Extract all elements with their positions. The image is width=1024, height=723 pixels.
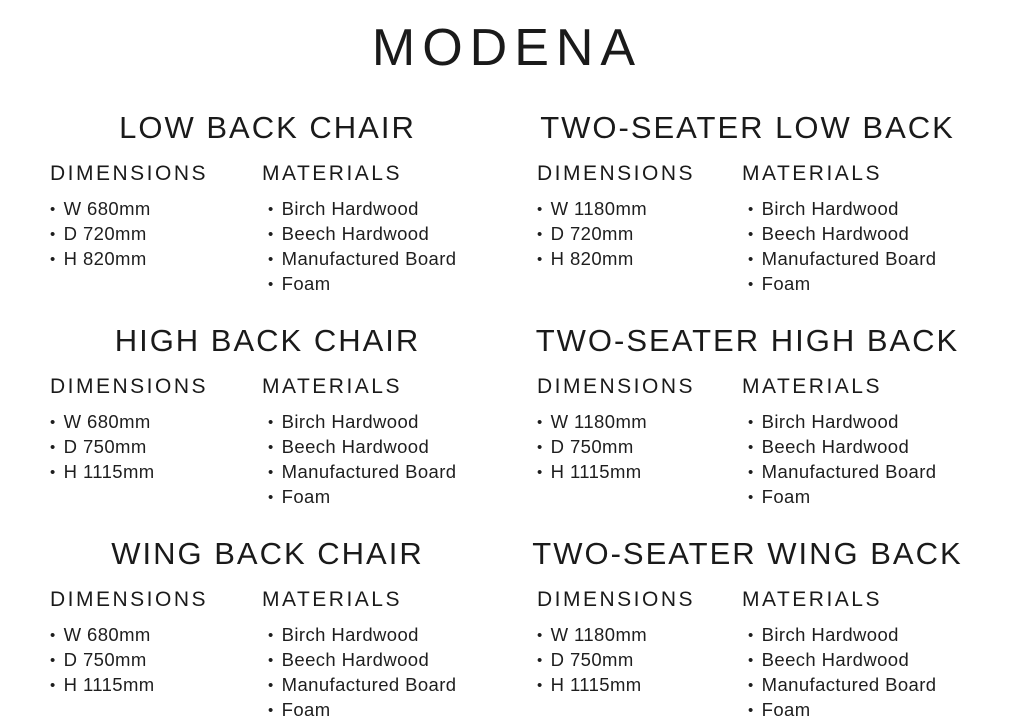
dimensions-heading: DIMENSIONS	[50, 588, 209, 611]
dimension-item: • D 720mm	[50, 222, 262, 247]
material-item: • Birch Hardwood	[748, 197, 990, 222]
section-columns	[505, 588, 990, 723]
dimension-item: • W 680mm	[50, 410, 262, 435]
dimensions-list	[537, 197, 742, 272]
dimensions-heading: DIMENSIONS	[537, 588, 696, 611]
material-item: • Manufactured Board	[268, 247, 495, 272]
product-name: HIGH BACK CHAIR	[114, 323, 421, 358]
dimension-item: • D 720mm	[537, 222, 742, 247]
materials-column	[262, 375, 495, 510]
product-grid	[40, 110, 994, 723]
dimensions-column	[537, 162, 742, 297]
section-two-seater-wing-back	[505, 536, 990, 723]
section-columns	[505, 375, 990, 510]
product-name: TWO-SEATER WING BACK	[532, 536, 963, 571]
materials-heading: MATERIALS	[742, 162, 882, 185]
dimension-item: • H 1115mm	[50, 673, 262, 698]
material-item: • Manufactured Board	[748, 460, 990, 485]
dimensions-column	[537, 588, 742, 723]
section-columns	[40, 588, 495, 723]
dimensions-heading: DIMENSIONS	[50, 162, 209, 185]
materials-list	[742, 197, 990, 297]
dimension-item: • W 1180mm	[537, 197, 742, 222]
dimension-item: • D 750mm	[537, 435, 742, 460]
material-item: • Beech Hardwood	[268, 648, 495, 673]
materials-column	[742, 588, 990, 723]
material-item: • Beech Hardwood	[748, 435, 990, 460]
dimensions-column	[50, 588, 262, 723]
material-item: • Manufactured Board	[268, 673, 495, 698]
material-item: • Beech Hardwood	[748, 648, 990, 673]
materials-heading: MATERIALS	[262, 162, 402, 185]
section-two-seater-low-back	[505, 110, 990, 297]
product-name: TWO-SEATER LOW BACK	[540, 110, 955, 145]
material-item: • Birch Hardwood	[748, 623, 990, 648]
material-item: • Birch Hardwood	[268, 197, 495, 222]
materials-list	[262, 197, 495, 297]
dimensions-list	[537, 623, 742, 698]
material-item: • Birch Hardwood	[748, 410, 990, 435]
materials-column	[262, 588, 495, 723]
materials-heading: MATERIALS	[742, 588, 882, 611]
dimension-item: • H 1115mm	[50, 460, 262, 485]
dimension-item: • H 820mm	[537, 247, 742, 272]
materials-column	[262, 162, 495, 297]
section-two-seater-high-back	[505, 323, 990, 510]
dimension-item: • W 1180mm	[537, 623, 742, 648]
material-item: • Foam	[268, 272, 495, 297]
dimensions-list	[50, 410, 262, 485]
dimensions-heading: DIMENSIONS	[537, 162, 696, 185]
materials-list	[742, 623, 990, 723]
materials-list	[742, 410, 990, 510]
dimensions-list	[50, 197, 262, 272]
dimension-item: • H 820mm	[50, 247, 262, 272]
dimension-item: • W 1180mm	[537, 410, 742, 435]
material-item: • Beech Hardwood	[268, 435, 495, 460]
section-columns	[505, 162, 990, 297]
dimensions-heading: DIMENSIONS	[537, 375, 696, 398]
materials-list	[262, 410, 495, 510]
dimensions-heading: DIMENSIONS	[50, 375, 209, 398]
material-item: • Foam	[268, 485, 495, 510]
dimensions-list	[50, 623, 262, 698]
material-item: • Manufactured Board	[748, 673, 990, 698]
materials-column	[742, 162, 990, 297]
material-item: • Foam	[748, 485, 990, 510]
materials-heading: MATERIALS	[262, 375, 402, 398]
product-name: WING BACK CHAIR	[111, 536, 424, 571]
dimensions-column	[537, 375, 742, 510]
dimension-item: • D 750mm	[50, 648, 262, 673]
material-item: • Foam	[748, 698, 990, 723]
section-wing-back-chair	[40, 536, 495, 723]
material-item: • Beech Hardwood	[748, 222, 990, 247]
material-item: • Manufactured Board	[268, 460, 495, 485]
material-item: • Foam	[748, 272, 990, 297]
material-item: • Manufactured Board	[748, 247, 990, 272]
material-item: • Foam	[268, 698, 495, 723]
dimension-item: • H 1115mm	[537, 460, 742, 485]
dimensions-column	[50, 162, 262, 297]
material-item: • Birch Hardwood	[268, 410, 495, 435]
dimension-item: • H 1115mm	[537, 673, 742, 698]
dimension-item: • D 750mm	[50, 435, 262, 460]
material-item: • Beech Hardwood	[268, 222, 495, 247]
material-item: • Birch Hardwood	[268, 623, 495, 648]
dimension-item: • D 750mm	[537, 648, 742, 673]
dimensions-column	[50, 375, 262, 510]
dimension-item: • W 680mm	[50, 623, 262, 648]
product-name: TWO-SEATER HIGH BACK	[535, 323, 960, 358]
section-columns	[40, 375, 495, 510]
page-title: MODENA	[371, 19, 643, 77]
materials-column	[742, 375, 990, 510]
materials-heading: MATERIALS	[742, 375, 882, 398]
section-high-back-chair	[40, 323, 495, 510]
dimension-item: • W 680mm	[50, 197, 262, 222]
product-name: LOW BACK CHAIR	[119, 110, 416, 145]
dimensions-list	[537, 410, 742, 485]
section-low-back-chair	[40, 110, 495, 297]
materials-heading: MATERIALS	[262, 588, 402, 611]
materials-list	[262, 623, 495, 723]
section-columns	[40, 162, 495, 297]
